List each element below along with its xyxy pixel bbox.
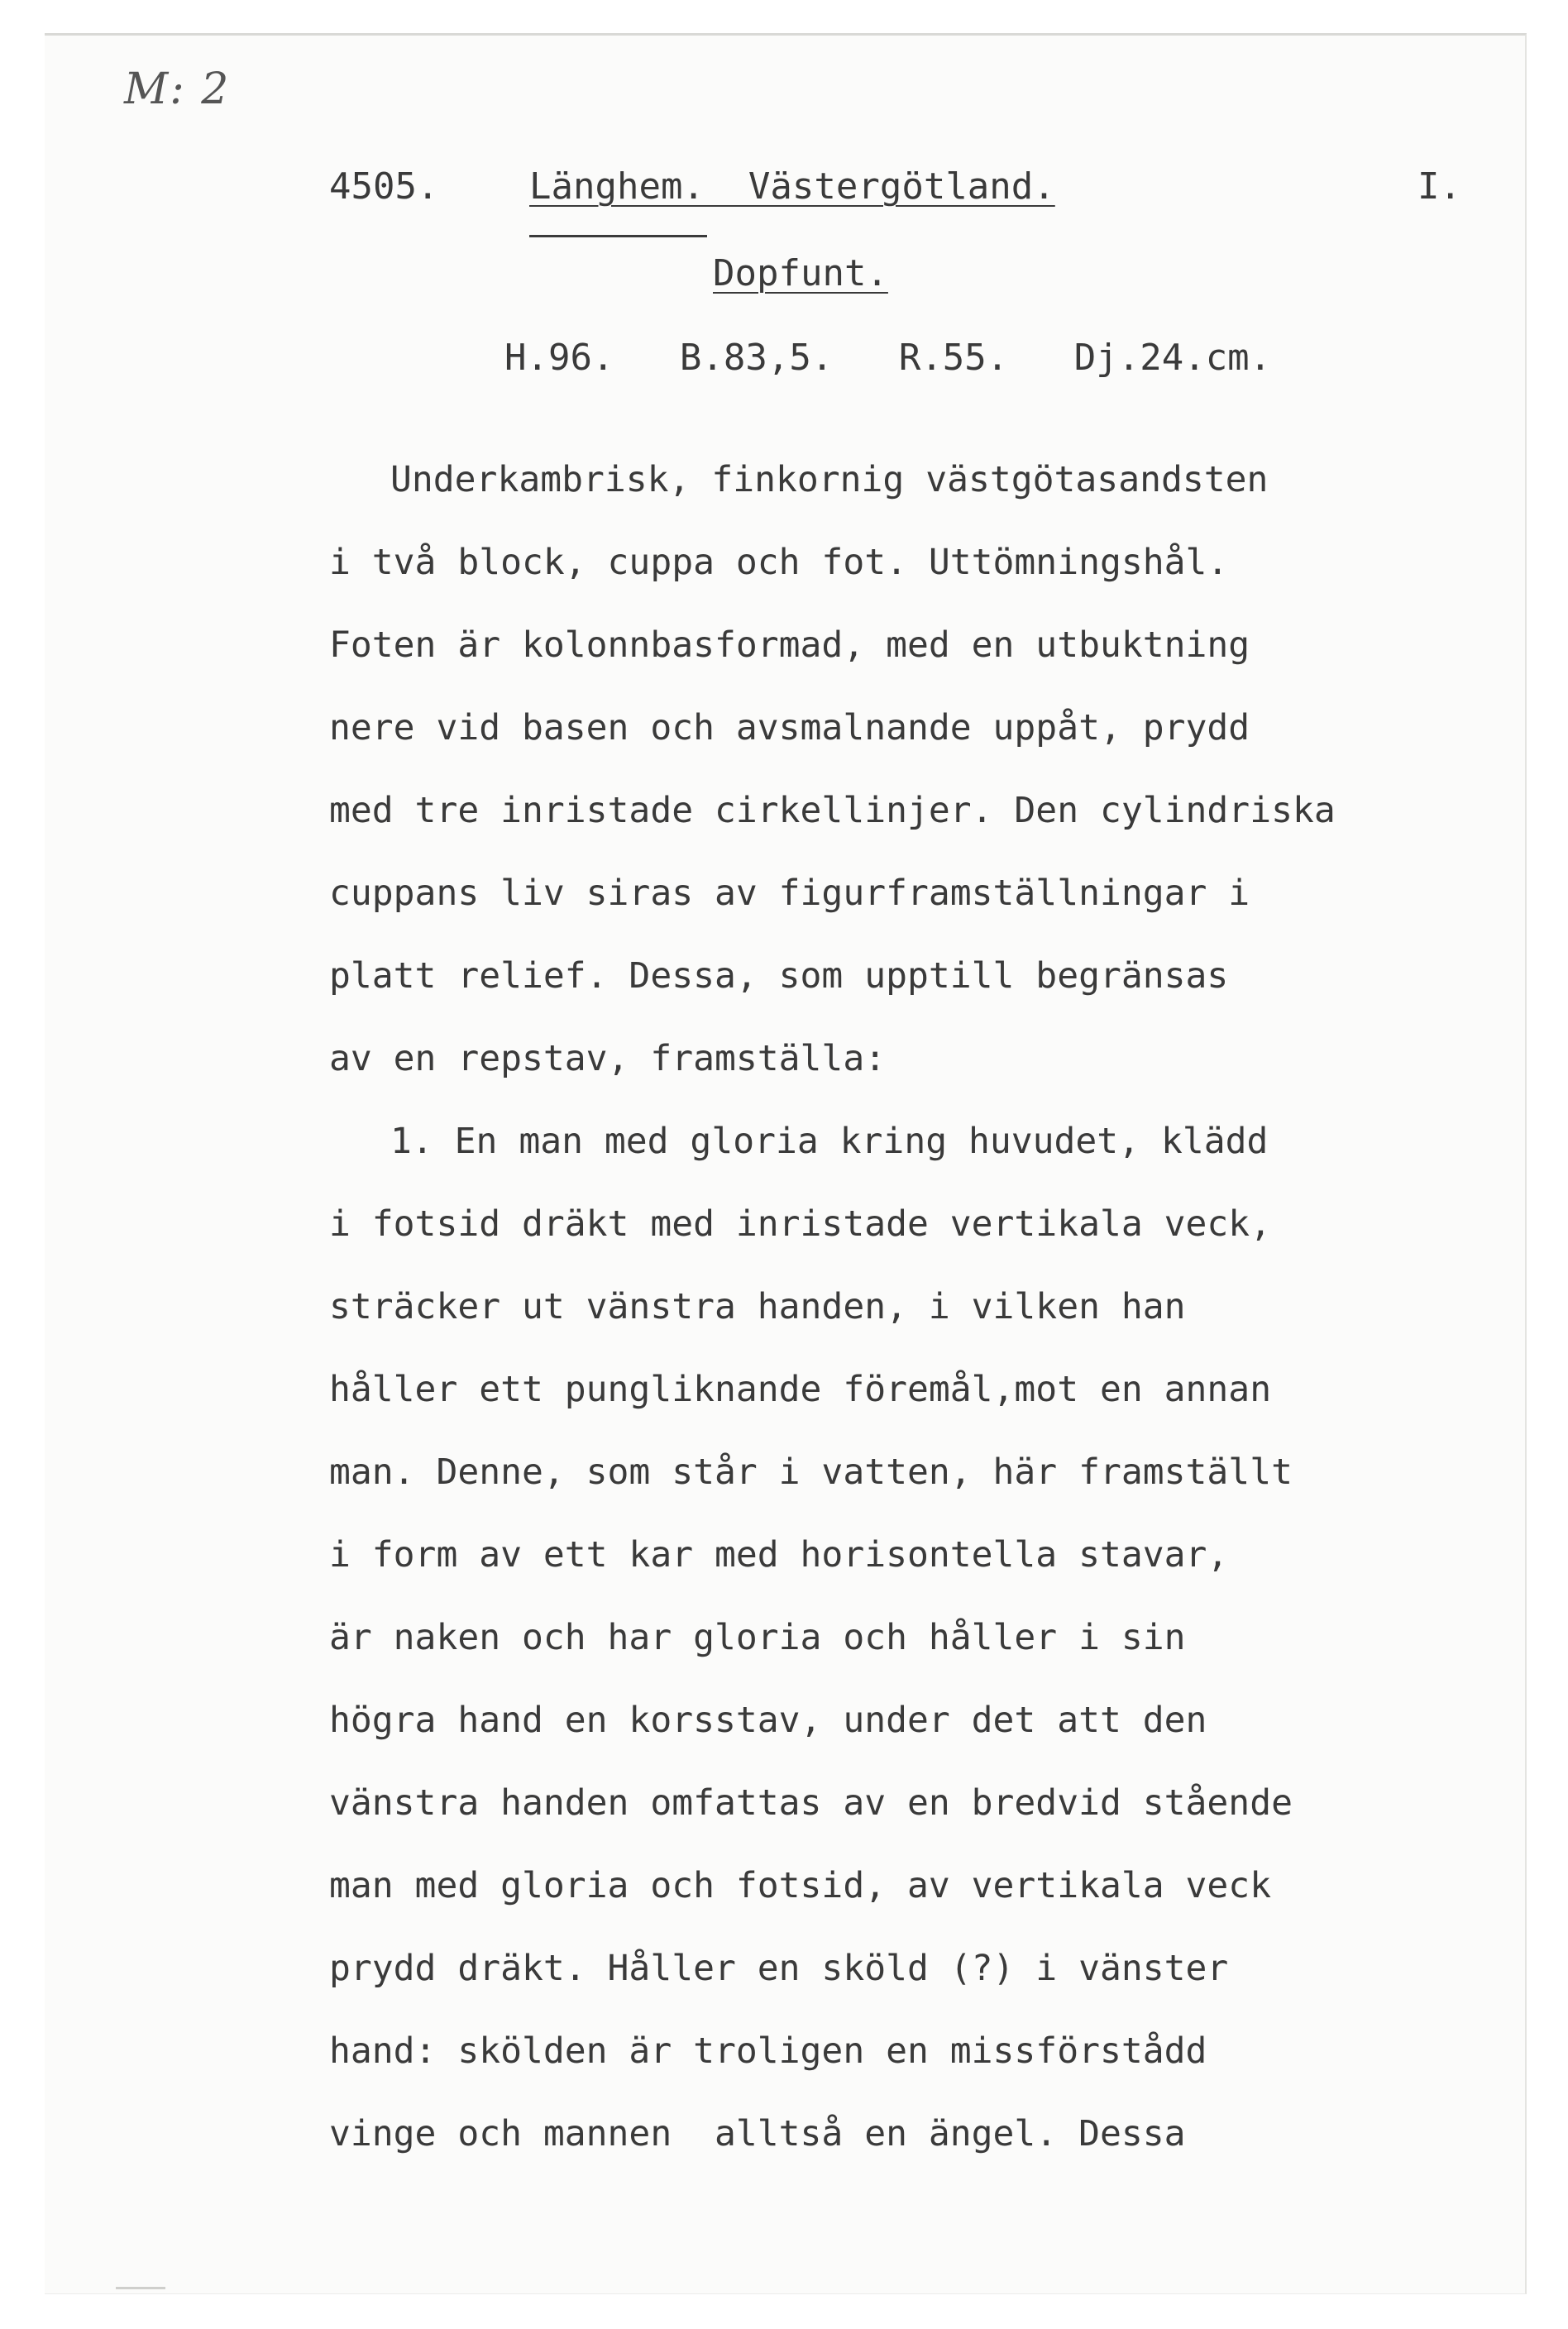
scan-mark <box>116 2287 165 2289</box>
text-line: i form av ett kar med horisontella stavar, <box>329 1534 1229 1576</box>
handwritten-annotation: M: 2 <box>124 65 231 114</box>
dimensions-line: H.96. B.83,5. R.55. Dj.24.cm. <box>504 337 1272 379</box>
text-line: platt relief. Dessa, som upptill begränsas <box>329 955 1229 997</box>
text-line: i fotsid dräkt med inristade vertikala veck, <box>329 1203 1272 1245</box>
text-line: högra hand en korsstav, under det att den <box>329 1700 1207 1741</box>
object-title: Dopfunt. <box>713 252 888 294</box>
sheet-number: I. <box>1417 165 1461 208</box>
text-line: Underkambrisk, finkornig västgötasandsten <box>390 459 1269 500</box>
text-line: Foten är kolonnbasformad, med en utbuktning <box>329 624 1250 666</box>
text-line: man med gloria och fotsid, av vertikala veck <box>329 1865 1272 1906</box>
text-line: 1. En man med gloria kring huvudet, klädd <box>390 1121 1269 1162</box>
text-line: håller ett pungliknande föremål,mot en annan <box>329 1369 1272 1410</box>
text-line: av en repstav, framställa: <box>329 1038 887 1079</box>
catalog-number: 4505. <box>329 165 439 208</box>
text-line: är naken och har gloria och håller i sin <box>329 1617 1186 1658</box>
place-heading: Länghem. Västergötland. <box>529 165 1055 208</box>
description-body <box>329 438 1528 2175</box>
text-line: i två block, cuppa och fot. Uttömningshål. <box>329 542 1229 583</box>
text-line: med tre inristade cirkellinjer. Den cylindriska <box>329 790 1336 831</box>
text-line: vinge och mannen alltså en ängel. Dessa <box>329 2113 1186 2154</box>
text-line: nere vid basen och avsmalnande uppåt, prydd <box>329 707 1250 748</box>
text-line: cuppans liv siras av figurframställningar i <box>329 873 1250 914</box>
text-line: man. Denne, som står i vatten, här framställt <box>329 1451 1293 1493</box>
text-line: prydd dräkt. Håller en sköld (?) i vänster <box>329 1948 1229 1989</box>
text-line: sträcker ut vänstra handen, i vilken han <box>329 1286 1186 1327</box>
heading-rule <box>529 235 707 237</box>
text-line: hand: skölden är troligen en missförstådd <box>329 2030 1207 2072</box>
text-line: vänstra handen omfattas av en bredvid stående <box>329 1782 1293 1824</box>
